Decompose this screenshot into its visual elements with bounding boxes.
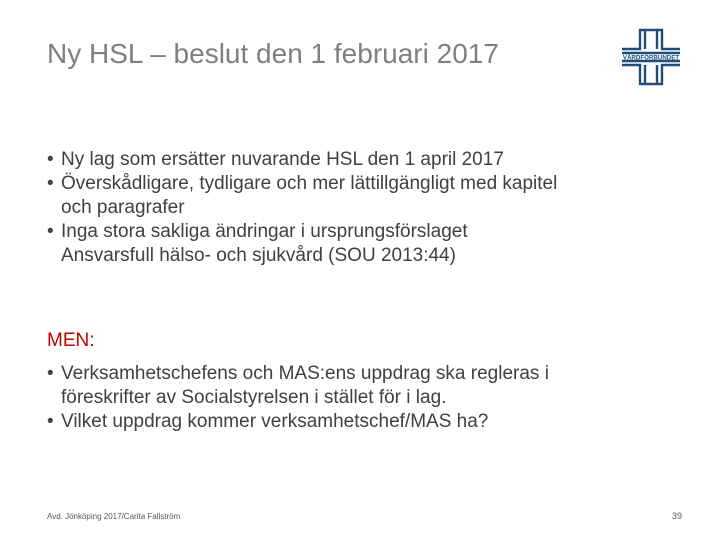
bullet-marker: • — [47, 221, 54, 242]
list-item — [47, 410, 667, 434]
bullet-marker: • — [47, 411, 54, 432]
bullet-text: Inga stora sakliga ändringar i ursprungsförslaget Ansvarsfull hälso- och sjukvård (SOU 2013:44) — [61, 221, 468, 266]
vardforbundet-logo — [616, 22, 686, 92]
men-heading: MEN: — [47, 330, 95, 351]
page-number: 39 — [671, 511, 682, 521]
bullet-marker: • — [47, 363, 54, 384]
list-item — [47, 172, 667, 220]
bullet-text: Verksamhetschefens och MAS:ens uppdrag ska regleras i föreskrifter av Socialstyrelsen i stället för i lag. — [61, 363, 549, 408]
men-bullet-list — [47, 362, 667, 434]
list-item — [47, 220, 667, 268]
list-item — [47, 362, 667, 410]
list-item — [47, 148, 667, 172]
bullet-text: Överskådligare, tydligare och mer lättillgängligt med kapitel och paragrafer — [61, 173, 558, 218]
slide-title: Ny HSL – beslut den 1 februari 2017 — [47, 38, 499, 69]
bullet-text: Ny lag som ersätter nuvarande HSL den 1 april 2017 — [61, 149, 504, 170]
bullet-marker: • — [47, 173, 54, 194]
bullet-marker: • — [47, 149, 54, 170]
logo-text: VÅRDFÖRBUNDET — [622, 54, 680, 62]
bullet-list — [47, 148, 667, 268]
footer-text: Avd. Jönköping 2017/Carita Fallström — [47, 512, 181, 521]
bullet-text: Vilket uppdrag kommer verksamhetschef/MAS ha? — [61, 411, 489, 432]
